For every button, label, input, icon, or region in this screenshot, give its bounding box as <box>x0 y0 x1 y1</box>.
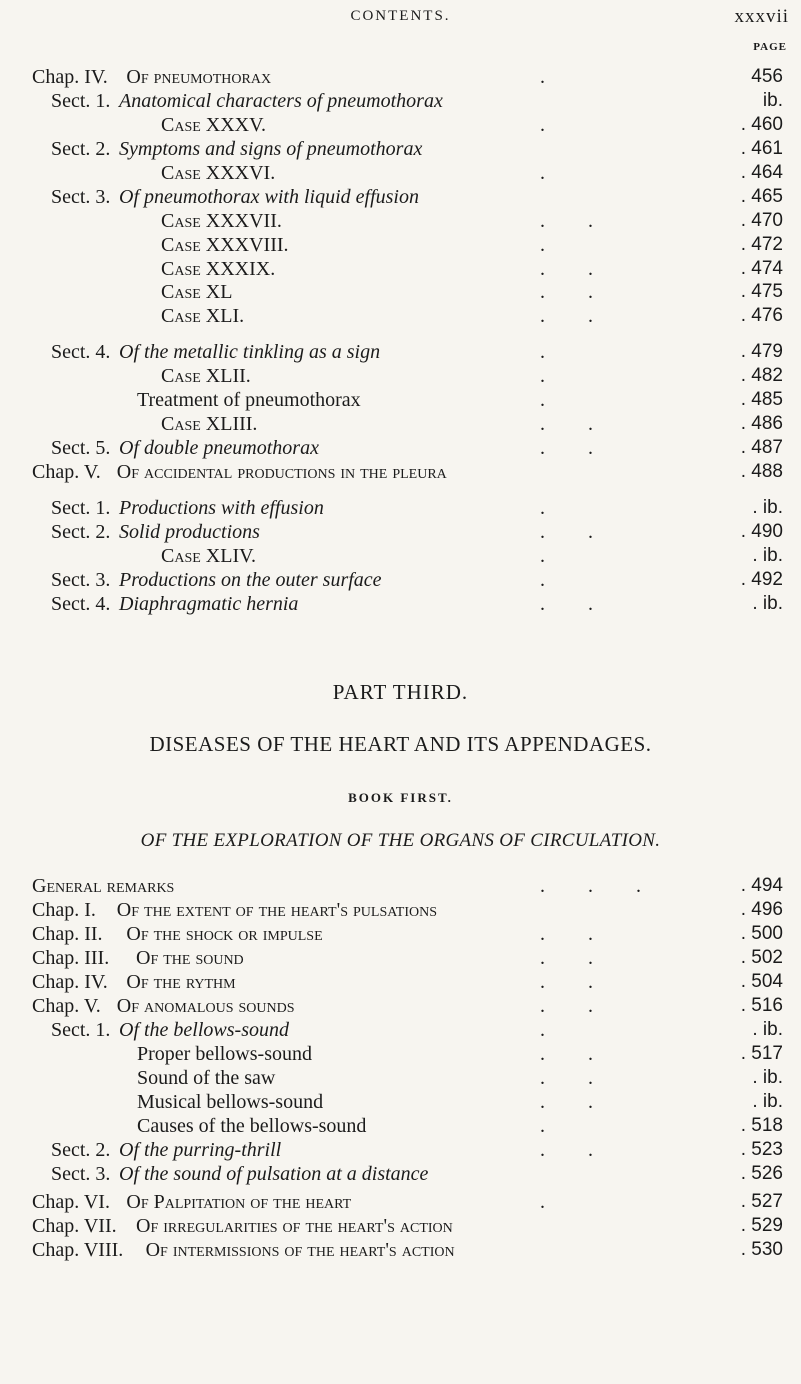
entry-prefix: Sect. 4. <box>51 593 111 615</box>
toc-entry <box>0 970 801 994</box>
leader-dots: . <box>540 1191 545 1213</box>
toc-entry <box>0 1190 801 1214</box>
leader-dots: . . <box>540 413 593 435</box>
leader-dots: . . <box>540 995 593 1017</box>
toc-entry <box>0 161 801 185</box>
entry-page: . 529 <box>740 1215 783 1236</box>
entry-page: . 460 <box>740 114 783 135</box>
leader-dots: . . <box>540 305 593 327</box>
part-title: DISEASES OF THE HEART AND ITS APPENDAGES. <box>149 732 652 756</box>
entry-title: Of double pneumothorax <box>119 437 319 459</box>
entry-title: Of accidental productions in the pleura <box>116 461 447 483</box>
entry-prefix: Sect. 2. <box>51 521 111 543</box>
entry-page: . 488 <box>740 461 783 482</box>
entry-page: ib. <box>762 90 783 111</box>
entry-title: Of the purring-thrill <box>119 1139 282 1161</box>
entry-title: Productions with effusion <box>119 497 324 519</box>
entry-title: Causes of the bellows-sound <box>137 1115 367 1137</box>
entry-title: Treatment of pneumothorax <box>137 389 361 411</box>
entry-prefix: Sect. 4. <box>51 341 111 363</box>
toc-entry <box>0 1138 801 1162</box>
toc-entry <box>0 520 801 544</box>
leader-dots: . . <box>540 1091 593 1113</box>
leader-dots: . . <box>540 971 593 993</box>
entry-title: Of the metallic tinkling as a sign <box>119 341 381 363</box>
toc-entry <box>0 1114 801 1138</box>
leader-dots: . . <box>540 947 593 969</box>
entry-page: . 494 <box>740 875 783 896</box>
toc-entry <box>0 89 801 113</box>
entry-page: 456 <box>751 66 783 87</box>
leader-dots: . <box>540 162 545 184</box>
entry-prefix: Chap. IV. <box>32 971 108 993</box>
entry-title: Of irregularities of the heart's action <box>136 1215 453 1237</box>
entry-prefix: Sect. 3. <box>51 186 111 208</box>
entry-prefix: Sect. 1. <box>51 90 111 112</box>
entry-prefix: Chap. VII. <box>32 1215 117 1237</box>
toc-entry <box>0 946 801 970</box>
entry-prefix: Sect. 1. <box>51 1019 111 1041</box>
entry-title: Sound of the saw <box>137 1067 276 1089</box>
entry-page: . ib. <box>752 1091 783 1112</box>
entry-title: Diaphragmatic hernia <box>119 593 299 615</box>
entry-page: . ib. <box>752 497 783 518</box>
entry-page: . 470 <box>740 210 783 231</box>
toc-entry <box>0 257 801 281</box>
entry-prefix: Chap. V. <box>32 461 101 483</box>
entry-page: . ib. <box>752 593 783 614</box>
entry-prefix: Chap. VIII. <box>32 1239 124 1261</box>
entry-title: Of the bellows-sound <box>119 1019 289 1041</box>
entry-title: Of the rythm <box>126 971 236 993</box>
entry-title: Of the sound of pulsation at a distance <box>119 1163 429 1185</box>
entry-page: . 500 <box>740 923 783 944</box>
entry-title: Proper bellows-sound <box>137 1043 312 1065</box>
entry-prefix: Chap. III. <box>32 947 110 969</box>
page-column-label: PAGE <box>753 41 787 53</box>
entry-page: . 526 <box>740 1163 783 1184</box>
entry-page: . 518 <box>740 1115 783 1136</box>
toc-entry <box>0 233 801 257</box>
toc-entry <box>0 592 801 616</box>
book-title: OF THE EXPLORATION OF THE ORGANS OF CIRCULATION. <box>140 830 661 851</box>
toc-entry <box>0 922 801 946</box>
leader-dots: . . <box>540 281 593 303</box>
toc-entry <box>0 1018 801 1042</box>
toc-entry <box>0 412 801 436</box>
toc-entry <box>0 137 801 161</box>
entry-title: Case XLIII. <box>161 413 258 435</box>
toc-entry <box>0 994 801 1018</box>
toc-entry <box>0 1090 801 1114</box>
leader-dots: . . <box>540 1067 593 1089</box>
toc-entry <box>0 65 801 89</box>
leader-dots: . <box>540 1019 545 1041</box>
toc-entry <box>0 113 801 137</box>
entry-page: . 482 <box>740 365 783 386</box>
entry-title: Productions on the outer surface <box>119 569 382 591</box>
entry-page: . 502 <box>740 947 783 968</box>
toc-entry <box>0 874 801 898</box>
entry-page: . 504 <box>740 971 783 992</box>
part-heading: PART THIRD. <box>332 680 469 704</box>
leader-dots: . . <box>540 437 593 459</box>
entry-page: . 476 <box>740 305 783 326</box>
leader-dots: . . <box>540 593 593 615</box>
leader-dots: . <box>540 365 545 387</box>
toc-entry <box>0 460 801 484</box>
toc-entry <box>0 1066 801 1090</box>
leader-dots: . <box>540 389 545 411</box>
entry-prefix: Sect. 5. <box>51 437 111 459</box>
entry-title: Case XLIV. <box>161 545 256 567</box>
entry-title: Of pneumothorax <box>126 66 272 88</box>
toc-entry <box>0 1042 801 1066</box>
entry-page: . 523 <box>740 1139 783 1160</box>
running-title: CONTENTS. <box>350 8 451 24</box>
entry-page: . 527 <box>740 1191 783 1212</box>
toc-entry <box>0 436 801 460</box>
entry-page: . 516 <box>740 995 783 1016</box>
entry-title: Case XXXVI. <box>161 162 276 184</box>
toc-entry <box>0 1238 801 1262</box>
entry-page: . 486 <box>740 413 783 434</box>
entry-page: . 490 <box>740 521 783 542</box>
page-number: xxxvii <box>734 6 789 27</box>
entry-page: . 530 <box>740 1239 783 1260</box>
toc-entry <box>0 185 801 209</box>
entry-title: Of the extent of the heart's pulsations <box>116 899 438 921</box>
entry-title: Of Palpitation of the heart <box>126 1191 352 1213</box>
entry-prefix: Sect. 2. <box>51 1139 111 1161</box>
entry-prefix: Chap. I. <box>32 899 96 921</box>
entry-title: Case XLII. <box>161 365 251 387</box>
entry-page: . ib. <box>752 1067 783 1088</box>
entry-title: Solid productions <box>119 521 260 543</box>
leader-dots: . . <box>540 521 593 543</box>
leader-dots: . <box>540 545 545 567</box>
running-head <box>0 6 801 30</box>
toc-entry <box>0 304 801 328</box>
entry-title: Of anomalous sounds <box>116 995 295 1017</box>
entry-prefix: Chap. IV. <box>32 66 108 88</box>
entry-page: . 472 <box>740 234 783 255</box>
entry-prefix: Sect. 3. <box>51 1163 111 1185</box>
entry-title: Case XXXV. <box>161 114 266 136</box>
leader-dots: . <box>540 341 545 363</box>
entry-title: Of the shock or impulse <box>126 923 323 945</box>
entry-title: Of the sound <box>136 947 244 969</box>
entry-page: . 485 <box>740 389 783 410</box>
leader-dots: . . . <box>540 875 641 897</box>
toc-entry <box>0 388 801 412</box>
entry-title: Case XLI. <box>161 305 245 327</box>
toc-entry <box>0 340 801 364</box>
toc-entry <box>0 496 801 520</box>
entry-title: Case XXXIX. <box>161 258 276 280</box>
entry-title: Anatomical characters of pneumothorax <box>119 90 443 112</box>
entry-prefix: Chap. V. <box>32 995 101 1017</box>
entry-page: . 465 <box>740 186 783 207</box>
leader-dots: . . <box>540 258 593 280</box>
leader-dots: . <box>540 66 545 88</box>
entry-page: . 487 <box>740 437 783 458</box>
leader-dots: . <box>540 1115 545 1137</box>
entry-title: Symptoms and signs of pneumothorax <box>119 138 423 160</box>
entry-page: . ib. <box>752 1019 783 1040</box>
entry-page: . 474 <box>740 258 783 279</box>
leader-dots: . <box>540 497 545 519</box>
entry-title: Case XXXVII. <box>161 210 282 232</box>
entry-page: . 517 <box>740 1043 783 1064</box>
toc-entry <box>0 364 801 388</box>
entry-page: . ib. <box>752 545 783 566</box>
toc-entry <box>0 544 801 568</box>
entry-prefix: Chap. II. <box>32 923 103 945</box>
leader-dots: . . <box>540 1139 593 1161</box>
leader-dots: . . <box>540 1043 593 1065</box>
toc-entry <box>0 280 801 304</box>
book-heading: BOOK FIRST. <box>348 790 453 805</box>
entry-page: . 479 <box>740 341 783 362</box>
entry-page: . 475 <box>740 281 783 302</box>
entry-prefix: Chap. VI. <box>32 1191 110 1213</box>
toc-entry <box>0 1214 801 1238</box>
entry-title: Musical bellows-sound <box>137 1091 324 1113</box>
entry-page: . 496 <box>740 899 783 920</box>
leader-dots: . . <box>540 210 593 232</box>
entry-title: General remarks <box>32 875 175 897</box>
leader-dots: . <box>540 569 545 591</box>
entry-prefix: Sect. 2. <box>51 138 111 160</box>
entry-title: Of pneumothorax with liquid effusion <box>119 186 419 208</box>
toc-entry <box>0 209 801 233</box>
toc-entry <box>0 568 801 592</box>
entry-title: Case XXXVIII. <box>161 234 289 256</box>
entry-prefix: Sect. 3. <box>51 569 111 591</box>
entry-page: . 461 <box>740 138 783 159</box>
leader-dots: . <box>540 234 545 256</box>
entry-title: Case XL <box>161 281 233 303</box>
toc-entry <box>0 1162 801 1186</box>
leader-dots: . <box>540 114 545 136</box>
entry-prefix: Sect. 1. <box>51 497 111 519</box>
toc-entry <box>0 898 801 922</box>
entry-title: Of intermissions of the heart's action <box>145 1239 455 1261</box>
leader-dots: . . <box>540 923 593 945</box>
entry-page: . 492 <box>740 569 783 590</box>
entry-page: . 464 <box>740 162 783 183</box>
